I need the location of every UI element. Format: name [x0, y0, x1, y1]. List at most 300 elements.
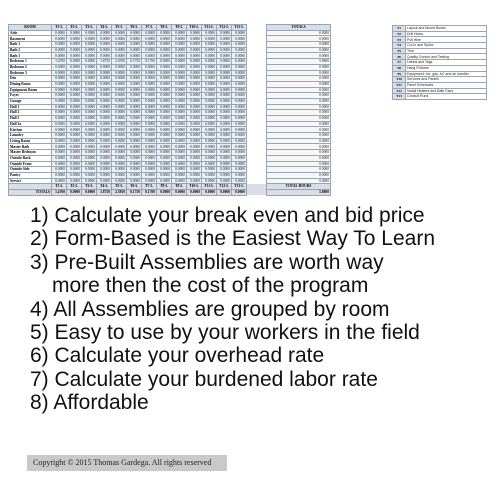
hours-cell[interactable]: 0.0000 [202, 59, 217, 65]
hours-cell[interactable]: 0.0000 [52, 36, 67, 42]
hours-cell[interactable]: 0.0000 [157, 161, 172, 167]
hours-cell[interactable]: 0.0000 [82, 121, 97, 127]
hours-cell[interactable]: 0.0000 [52, 127, 67, 133]
hours-cell[interactable]: 0.0000 [82, 70, 97, 76]
hours-cell[interactable]: 0.0000 [157, 172, 172, 178]
hours-cell[interactable]: 0.0000 [187, 30, 202, 36]
hours-cell[interactable]: 0.0000 [112, 64, 127, 70]
hours-cell[interactable]: 0.0000 [97, 133, 112, 139]
hours-cell[interactable]: 0.0000 [217, 144, 232, 150]
hours-cell[interactable]: 0.0000 [217, 98, 232, 104]
hours-cell[interactable]: 0.0000 [142, 121, 157, 127]
hours-cell[interactable]: 0.0000 [52, 144, 67, 150]
hours-cell[interactable]: 0.0000 [112, 172, 127, 178]
hours-cell[interactable]: 0.0000 [112, 76, 127, 82]
hours-cell[interactable]: 0.0000 [157, 127, 172, 133]
hours-cell[interactable]: 0.0000 [142, 87, 157, 93]
hours-cell[interactable]: 0.0000 [97, 98, 112, 104]
hours-cell[interactable]: 0.0000 [157, 150, 172, 156]
hours-cell[interactable]: 0.0000 [127, 42, 142, 48]
hours-cell[interactable]: 0.0000 [112, 81, 127, 87]
hours-cell[interactable]: 0.0000 [157, 81, 172, 87]
hours-cell[interactable]: 0.0000 [187, 127, 202, 133]
hours-cell[interactable]: 0.0000 [52, 178, 67, 184]
hours-cell[interactable]: 0.0000 [142, 161, 157, 167]
hours-cell[interactable]: 0.1700 [142, 59, 157, 65]
hours-cell[interactable]: 0.0000 [52, 64, 67, 70]
hours-cell[interactable]: 0.0000 [187, 110, 202, 116]
hours-cell[interactable]: 0.0000 [217, 121, 232, 127]
hours-cell[interactable]: 0.0000 [232, 116, 247, 122]
hours-cell[interactable]: 0.0000 [142, 42, 157, 48]
hours-cell[interactable]: 0.0000 [127, 81, 142, 87]
hours-cell[interactable]: 0.0000 [202, 64, 217, 70]
hours-cell[interactable]: 0.0000 [52, 150, 67, 156]
hours-cell[interactable]: 0.0000 [127, 116, 142, 122]
hours-cell[interactable]: 0.0000 [127, 76, 142, 82]
hours-cell[interactable]: 0.0000 [202, 110, 217, 116]
hours-cell[interactable]: 0.0000 [172, 76, 187, 82]
hours-cell[interactable]: 0.0000 [187, 144, 202, 150]
hours-cell[interactable]: 0.0000 [127, 172, 142, 178]
hours-cell[interactable]: 0.0000 [172, 36, 187, 42]
hours-cell[interactable]: 0.0000 [232, 178, 247, 184]
hours-cell[interactable]: 0.0000 [232, 47, 247, 53]
hours-cell[interactable]: 0.0000 [67, 121, 82, 127]
hours-cell[interactable]: 0.0000 [97, 144, 112, 150]
hours-cell[interactable]: 0.0000 [52, 121, 67, 127]
hours-cell[interactable]: 0.0000 [67, 30, 82, 36]
hours-cell[interactable]: 0.0000 [112, 47, 127, 53]
hours-cell[interactable]: 0.0000 [232, 127, 247, 133]
hours-cell[interactable]: 0.0000 [172, 116, 187, 122]
hours-cell[interactable]: 0.0000 [202, 178, 217, 184]
hours-cell[interactable]: 0.0000 [202, 93, 217, 99]
hours-cell[interactable]: 0.0000 [142, 98, 157, 104]
hours-cell[interactable]: 0.0000 [97, 116, 112, 122]
hours-cell[interactable]: 0.0000 [172, 98, 187, 104]
hours-cell[interactable]: 0.0000 [142, 81, 157, 87]
hours-cell[interactable]: 0.0000 [82, 30, 97, 36]
hours-cell[interactable]: 0.0000 [52, 53, 67, 59]
hours-cell[interactable]: 0.0000 [97, 42, 112, 48]
hours-cell[interactable]: 0.0000 [202, 167, 217, 173]
hours-cell[interactable]: 0.0000 [157, 30, 172, 36]
hours-cell[interactable]: 0.0000 [202, 144, 217, 150]
hours-cell[interactable]: 0.0000 [217, 76, 232, 82]
hours-cell[interactable]: 0.0000 [232, 144, 247, 150]
hours-cell[interactable]: 0.0000 [82, 110, 97, 116]
hours-cell[interactable]: 0.0000 [172, 30, 187, 36]
hours-cell[interactable]: 0.0000 [232, 42, 247, 48]
hours-cell[interactable]: 0.0000 [82, 167, 97, 173]
hours-cell[interactable]: 0.0000 [67, 70, 82, 76]
hours-cell[interactable]: 0.0000 [157, 133, 172, 139]
hours-cell[interactable]: 0.0000 [112, 70, 127, 76]
hours-cell[interactable]: 0.0000 [127, 36, 142, 42]
hours-cell[interactable]: 0.0000 [82, 133, 97, 139]
hours-cell[interactable]: 0.0000 [187, 87, 202, 93]
hours-cell[interactable]: 0.0000 [202, 42, 217, 48]
hours-cell[interactable]: 0.0000 [82, 76, 97, 82]
hours-cell[interactable]: 0.0000 [67, 178, 82, 184]
hours-cell[interactable]: 0.0000 [67, 161, 82, 167]
hours-cell[interactable]: 0.0000 [172, 144, 187, 150]
hours-cell[interactable]: 1.8750 [97, 59, 112, 65]
hours-cell[interactable]: 0.0000 [97, 150, 112, 156]
hours-cell[interactable]: 0.0000 [67, 81, 82, 87]
hours-cell[interactable]: 0.0000 [202, 161, 217, 167]
hours-cell[interactable]: 0.0000 [52, 104, 67, 110]
hours-cell[interactable]: 0.0000 [142, 116, 157, 122]
hours-cell[interactable]: 0.0000 [67, 76, 82, 82]
hours-cell[interactable]: 0.0000 [172, 161, 187, 167]
hours-cell[interactable]: 0.0000 [112, 150, 127, 156]
hours-cell[interactable]: 0.0000 [202, 155, 217, 161]
hours-cell[interactable]: 0.0000 [67, 110, 82, 116]
hours-cell[interactable]: 0.0000 [112, 42, 127, 48]
hours-cell[interactable]: 0.0000 [202, 121, 217, 127]
hours-cell[interactable]: 0.0000 [127, 144, 142, 150]
hours-cell[interactable]: 0.0000 [172, 133, 187, 139]
hours-cell[interactable]: 0.0000 [232, 30, 247, 36]
hours-cell[interactable]: 0.0000 [142, 76, 157, 82]
hours-cell[interactable]: 0.0000 [232, 98, 247, 104]
hours-cell[interactable]: 0.0000 [217, 138, 232, 144]
hours-cell[interactable]: 0.0000 [187, 172, 202, 178]
hours-cell[interactable]: 0.0000 [142, 70, 157, 76]
hours-cell[interactable]: 0.0000 [217, 59, 232, 65]
hours-cell[interactable]: 0.0000 [172, 53, 187, 59]
hours-cell[interactable]: 0.0000 [202, 30, 217, 36]
hours-cell[interactable]: 0.0000 [202, 116, 217, 122]
hours-cell[interactable]: 0.0000 [97, 172, 112, 178]
hours-cell[interactable]: 0.0000 [202, 127, 217, 133]
hours-cell[interactable]: 0.0000 [52, 81, 67, 87]
hours-cell[interactable]: 0.0000 [232, 36, 247, 42]
hours-cell[interactable]: 0.0000 [112, 138, 127, 144]
hours-cell[interactable]: 0.0000 [52, 116, 67, 122]
hours-cell[interactable]: 0.0000 [187, 81, 202, 87]
hours-cell[interactable]: 0.0000 [67, 133, 82, 139]
hours-cell[interactable]: 0.0000 [202, 87, 217, 93]
hours-cell[interactable]: 0.0000 [52, 42, 67, 48]
hours-cell[interactable]: 0.0000 [202, 172, 217, 178]
hours-cell[interactable]: 0.0000 [217, 104, 232, 110]
hours-cell[interactable]: 0.0000 [97, 104, 112, 110]
hours-cell[interactable]: 0.0000 [232, 93, 247, 99]
hours-cell[interactable]: 0.0000 [187, 70, 202, 76]
hours-cell[interactable]: 0.0000 [52, 138, 67, 144]
hours-cell[interactable]: 0.0000 [202, 36, 217, 42]
hours-cell[interactable]: 0.0000 [172, 150, 187, 156]
hours-cell[interactable]: 0.0000 [142, 36, 157, 42]
hours-cell[interactable]: 0.0000 [157, 144, 172, 150]
hours-cell[interactable]: 0.0000 [52, 110, 67, 116]
hours-cell[interactable]: 0.0000 [157, 70, 172, 76]
hours-cell[interactable]: 0.0000 [67, 138, 82, 144]
hours-cell[interactable]: 0.0000 [157, 76, 172, 82]
hours-cell[interactable]: 0.0000 [157, 155, 172, 161]
hours-cell[interactable]: 0.0000 [97, 93, 112, 99]
hours-cell[interactable]: 0.0000 [97, 81, 112, 87]
hours-cell[interactable]: 0.0000 [127, 30, 142, 36]
hours-cell[interactable]: 0.0000 [127, 167, 142, 173]
hours-cell[interactable]: 0.0000 [97, 53, 112, 59]
hours-cell[interactable]: 0.0000 [232, 53, 247, 59]
hours-cell[interactable]: 0.0000 [232, 161, 247, 167]
hours-cell[interactable]: 0.0000 [67, 59, 82, 65]
hours-cell[interactable]: 0.0000 [187, 121, 202, 127]
hours-cell[interactable]: 0.1750 [127, 59, 142, 65]
hours-cell[interactable]: 0.0000 [157, 53, 172, 59]
hours-cell[interactable]: 0.0000 [217, 30, 232, 36]
hours-cell[interactable]: 0.0000 [97, 30, 112, 36]
hours-cell[interactable]: 0.0000 [82, 116, 97, 122]
hours-cell[interactable]: 0.0000 [67, 36, 82, 42]
hours-cell[interactable]: 0.0000 [172, 87, 187, 93]
hours-cell[interactable]: 0.0000 [172, 42, 187, 48]
hours-cell[interactable]: 0.0000 [67, 87, 82, 93]
hours-cell[interactable]: 0.0000 [82, 36, 97, 42]
hours-cell[interactable]: 0.0000 [217, 87, 232, 93]
hours-cell[interactable]: 0.0000 [142, 155, 157, 161]
hours-cell[interactable]: 0.0000 [82, 178, 97, 184]
hours-cell[interactable]: 0.0000 [82, 144, 97, 150]
hours-cell[interactable]: 0.0000 [187, 150, 202, 156]
hours-cell[interactable]: 0.0000 [232, 104, 247, 110]
hours-cell[interactable]: 0.0000 [217, 64, 232, 70]
hours-cell[interactable]: 0.0000 [67, 150, 82, 156]
hours-cell[interactable]: 0.0000 [67, 64, 82, 70]
hours-cell[interactable]: 0.0000 [97, 178, 112, 184]
hours-cell[interactable]: 0.0000 [112, 104, 127, 110]
hours-cell[interactable]: 0.0000 [187, 155, 202, 161]
hours-cell[interactable]: 0.0000 [142, 172, 157, 178]
hours-cell[interactable]: 0.0000 [97, 36, 112, 42]
hours-cell[interactable]: 0.0000 [142, 133, 157, 139]
hours-cell[interactable]: 0.0000 [52, 87, 67, 93]
hours-cell[interactable]: 0.0000 [82, 98, 97, 104]
hours-cell[interactable]: 0.0000 [82, 127, 97, 133]
hours-cell[interactable]: 0.0000 [232, 155, 247, 161]
hours-cell[interactable]: 1.4700 [52, 59, 67, 65]
hours-cell[interactable]: 0.0000 [157, 42, 172, 48]
hours-cell[interactable]: 0.0000 [82, 161, 97, 167]
hours-cell[interactable]: 0.0000 [217, 178, 232, 184]
hours-cell[interactable]: 0.0000 [157, 98, 172, 104]
hours-cell[interactable]: 0.0000 [187, 138, 202, 144]
hours-cell[interactable]: 0.0000 [127, 47, 142, 53]
hours-cell[interactable]: 0.0000 [82, 104, 97, 110]
hours-cell[interactable]: 0.0000 [127, 64, 142, 70]
hours-cell[interactable]: 0.0000 [232, 172, 247, 178]
hours-cell[interactable]: 0.0000 [112, 127, 127, 133]
hours-cell[interactable]: 0.0000 [217, 110, 232, 116]
hours-cell[interactable]: 0.0000 [142, 93, 157, 99]
hours-cell[interactable]: 0.0000 [52, 70, 67, 76]
hours-cell[interactable]: 0.0000 [232, 81, 247, 87]
hours-cell[interactable]: 0.0000 [112, 121, 127, 127]
hours-cell[interactable]: 0.0000 [127, 138, 142, 144]
hours-cell[interactable]: 0.0000 [112, 116, 127, 122]
hours-cell[interactable]: 0.0000 [172, 127, 187, 133]
hours-cell[interactable]: 0.0000 [142, 47, 157, 53]
hours-cell[interactable]: 0.0000 [127, 104, 142, 110]
hours-cell[interactable]: 0.0000 [172, 70, 187, 76]
hours-cell[interactable]: 0.0000 [217, 47, 232, 53]
hours-cell[interactable]: 0.0000 [172, 178, 187, 184]
hours-cell[interactable]: 0.0000 [82, 53, 97, 59]
hours-cell[interactable]: 0.0000 [97, 47, 112, 53]
hours-cell[interactable]: 0.0000 [97, 167, 112, 173]
hours-cell[interactable]: 0.0000 [157, 93, 172, 99]
hours-cell[interactable]: 0.0000 [82, 87, 97, 93]
hours-cell[interactable]: 0.0000 [82, 155, 97, 161]
hours-cell[interactable]: 0.0000 [172, 93, 187, 99]
hours-cell[interactable]: 0.0000 [157, 104, 172, 110]
hours-cell[interactable]: 0.0000 [187, 167, 202, 173]
hours-cell[interactable]: 0.0000 [232, 76, 247, 82]
hours-cell[interactable]: 0.0000 [217, 36, 232, 42]
hours-cell[interactable]: 0.0000 [187, 161, 202, 167]
hours-cell[interactable]: 0.0000 [82, 172, 97, 178]
hours-cell[interactable]: 0.0000 [232, 110, 247, 116]
hours-cell[interactable]: 0.0000 [232, 138, 247, 144]
hours-cell[interactable]: 0.0000 [142, 53, 157, 59]
hours-cell[interactable]: 0.0000 [82, 59, 97, 65]
hours-cell[interactable]: 0.0000 [217, 53, 232, 59]
hours-cell[interactable]: 0.0000 [142, 138, 157, 144]
hours-cell[interactable]: 0.0000 [97, 138, 112, 144]
hours-cell[interactable]: 0.0000 [202, 53, 217, 59]
hours-cell[interactable]: 0.0000 [82, 150, 97, 156]
hours-cell[interactable]: 0.0000 [67, 116, 82, 122]
hours-cell[interactable]: 0.0000 [187, 98, 202, 104]
hours-cell[interactable]: 0.0000 [127, 133, 142, 139]
hours-cell[interactable]: 0.0000 [127, 87, 142, 93]
hours-cell[interactable]: 0.0000 [187, 116, 202, 122]
hours-cell[interactable]: 0.0000 [157, 59, 172, 65]
hours-cell[interactable]: 0.0000 [157, 167, 172, 173]
hours-cell[interactable]: 0.0000 [217, 161, 232, 167]
hours-cell[interactable]: 0.0000 [187, 178, 202, 184]
hours-cell[interactable]: 0.0000 [112, 36, 127, 42]
hours-cell[interactable]: 0.0000 [82, 81, 97, 87]
hours-cell[interactable]: 0.0000 [157, 36, 172, 42]
hours-cell[interactable]: 0.0000 [82, 47, 97, 53]
hours-cell[interactable]: 0.0000 [142, 167, 157, 173]
hours-cell[interactable]: 0.0000 [202, 70, 217, 76]
hours-cell[interactable]: 0.0000 [202, 133, 217, 139]
hours-cell[interactable]: 0.0000 [97, 64, 112, 70]
hours-cell[interactable]: 0.0000 [67, 167, 82, 173]
hours-cell[interactable]: 0.0000 [67, 127, 82, 133]
hours-cell[interactable]: 0.0000 [142, 110, 157, 116]
hours-cell[interactable]: 0.0000 [127, 155, 142, 161]
hours-cell[interactable]: 0.0000 [142, 127, 157, 133]
hours-cell[interactable]: 0.0000 [127, 70, 142, 76]
hours-cell[interactable]: 0.0000 [127, 161, 142, 167]
hours-cell[interactable]: 0.0000 [112, 133, 127, 139]
hours-cell[interactable]: 0.0000 [52, 76, 67, 82]
hours-cell[interactable]: 0.0000 [112, 155, 127, 161]
hours-cell[interactable]: 0.0000 [112, 161, 127, 167]
hours-cell[interactable]: 0.0000 [157, 87, 172, 93]
hours-cell[interactable]: 0.0000 [142, 178, 157, 184]
hours-cell[interactable]: 0.0000 [112, 167, 127, 173]
hours-cell[interactable]: 0.0000 [127, 121, 142, 127]
hours-cell[interactable]: 0.0000 [127, 178, 142, 184]
hours-cell[interactable]: 0.0000 [97, 155, 112, 161]
hours-cell[interactable]: 0.0000 [217, 116, 232, 122]
hours-cell[interactable]: 0.0000 [217, 155, 232, 161]
hours-cell[interactable]: 0.0000 [217, 42, 232, 48]
hours-cell[interactable]: 0.0000 [97, 87, 112, 93]
hours-cell[interactable]: 0.0000 [202, 98, 217, 104]
hours-cell[interactable]: 0.0000 [52, 167, 67, 173]
hours-cell[interactable]: 0.0000 [187, 53, 202, 59]
hours-cell[interactable]: 0.0000 [112, 178, 127, 184]
hours-cell[interactable]: 0.0000 [67, 172, 82, 178]
hours-cell[interactable]: 0.0000 [142, 150, 157, 156]
hours-cell[interactable]: 0.0000 [112, 144, 127, 150]
hours-cell[interactable]: 0.0000 [112, 98, 127, 104]
hours-cell[interactable]: 0.0000 [82, 64, 97, 70]
hours-cell[interactable]: 0.0000 [67, 155, 82, 161]
hours-cell[interactable]: 0.0000 [67, 93, 82, 99]
hours-cell[interactable]: 0.0000 [217, 172, 232, 178]
hours-cell[interactable]: 0.0000 [157, 178, 172, 184]
hours-cell[interactable]: 0.0000 [52, 161, 67, 167]
hours-cell[interactable]: 0.0000 [172, 104, 187, 110]
hours-cell[interactable]: 0.0000 [232, 70, 247, 76]
hours-cell[interactable]: 0.0000 [217, 127, 232, 133]
hours-cell[interactable]: 0.0000 [142, 104, 157, 110]
hours-cell[interactable]: 0.0000 [157, 64, 172, 70]
hours-cell[interactable]: 0.0000 [172, 59, 187, 65]
hours-cell[interactable]: 0.0000 [217, 133, 232, 139]
hours-cell[interactable]: 0.0000 [172, 64, 187, 70]
hours-cell[interactable]: 0.0000 [202, 138, 217, 144]
hours-cell[interactable]: 0.0000 [142, 64, 157, 70]
hours-cell[interactable]: 0.0000 [157, 138, 172, 144]
hours-cell[interactable]: 0.0000 [97, 161, 112, 167]
hours-cell[interactable]: 0.0000 [172, 121, 187, 127]
hours-cell[interactable]: 0.0000 [232, 167, 247, 173]
hours-cell[interactable]: 0.0000 [172, 167, 187, 173]
hours-cell[interactable]: 0.0000 [232, 121, 247, 127]
hours-cell[interactable]: 0.0000 [232, 87, 247, 93]
hours-cell[interactable]: 0.0000 [52, 30, 67, 36]
hours-cell[interactable]: 0.0000 [67, 42, 82, 48]
hours-cell[interactable]: 0.0000 [97, 110, 112, 116]
hours-cell[interactable]: 0.0000 [142, 30, 157, 36]
hours-cell[interactable]: 0.0000 [52, 93, 67, 99]
hours-cell[interactable]: 0.0000 [82, 42, 97, 48]
hours-cell[interactable]: 0.0000 [52, 133, 67, 139]
hours-cell[interactable]: 0.0000 [157, 110, 172, 116]
hours-cell[interactable]: 0.0000 [67, 104, 82, 110]
hours-cell[interactable]: 0.0000 [52, 98, 67, 104]
hours-cell[interactable]: 0.0000 [157, 47, 172, 53]
hours-cell[interactable]: 0.0000 [127, 98, 142, 104]
hours-cell[interactable]: 0.0000 [82, 93, 97, 99]
hours-cell[interactable]: 0.0000 [217, 167, 232, 173]
hours-cell[interactable]: 0.0000 [187, 59, 202, 65]
hours-cell[interactable]: 0.0000 [97, 121, 112, 127]
hours-cell[interactable]: 0.0000 [67, 144, 82, 150]
